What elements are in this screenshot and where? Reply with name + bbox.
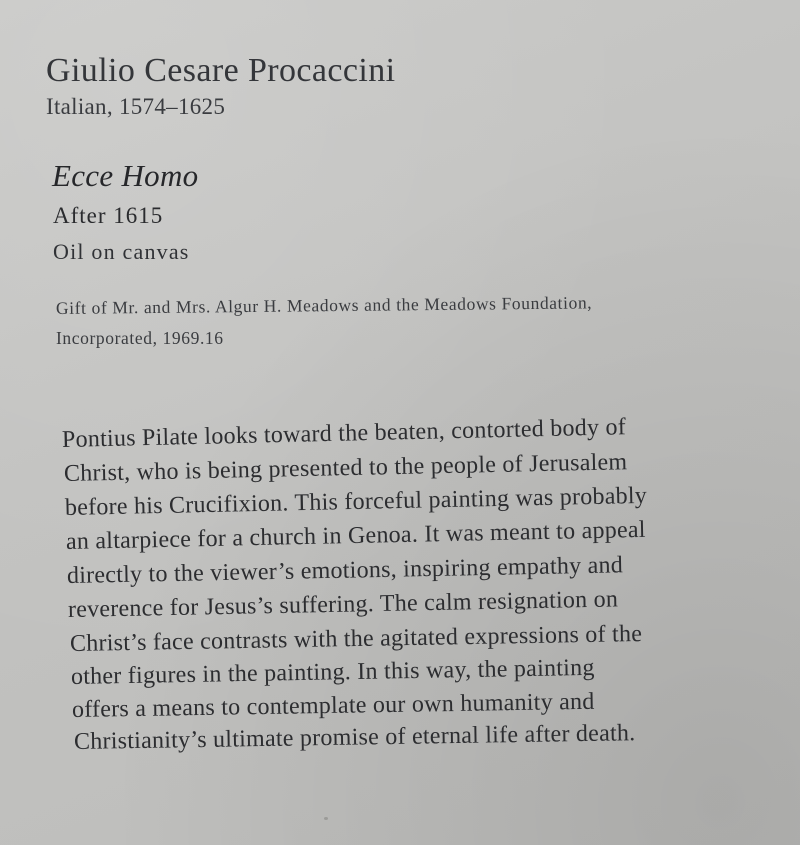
description-line: Pontius Pilate looks toward the beaten, contorted body of: [61, 414, 627, 453]
description-line: Christ’s face contrasts with the agitated expressions of the: [69, 621, 643, 657]
artist-name: Giulio Cesare Procaccini: [46, 52, 396, 89]
credit-line: Gift of Mr. and Mrs. Algur H. Meadows and the Meadows Foundation,: [55, 292, 593, 318]
wall-speck: [324, 817, 328, 820]
artwork-medium: Oil on canvas: [53, 239, 190, 264]
description-line: offers a means to contemplate our own humanity and: [71, 688, 595, 723]
description-line: Christ, who is being presented to the people of Jerusalem: [63, 449, 628, 487]
description-line: an altarpiece for a church in Genoa. It was meant to appeal: [65, 516, 646, 555]
description-line: Christianity’s ultimate promise of eternal life after death.: [73, 720, 636, 755]
description-line: directly to the viewer’s emotions, inspiring empathy and: [66, 552, 624, 589]
artwork-title: Ecce Homo: [52, 158, 199, 193]
credit-line: Incorporated, 1969.16: [56, 328, 224, 348]
description-line: before his Crucifixion. This forceful painting was probably: [64, 482, 648, 521]
description-line: other figures in the painting. In this way, the painting: [70, 654, 595, 690]
artwork-date: After 1615: [53, 203, 164, 228]
description-line: reverence for Jesus’s suffering. The calm resignation on: [67, 586, 619, 623]
artist-nationality-dates: Italian, 1574–1625: [46, 94, 226, 119]
